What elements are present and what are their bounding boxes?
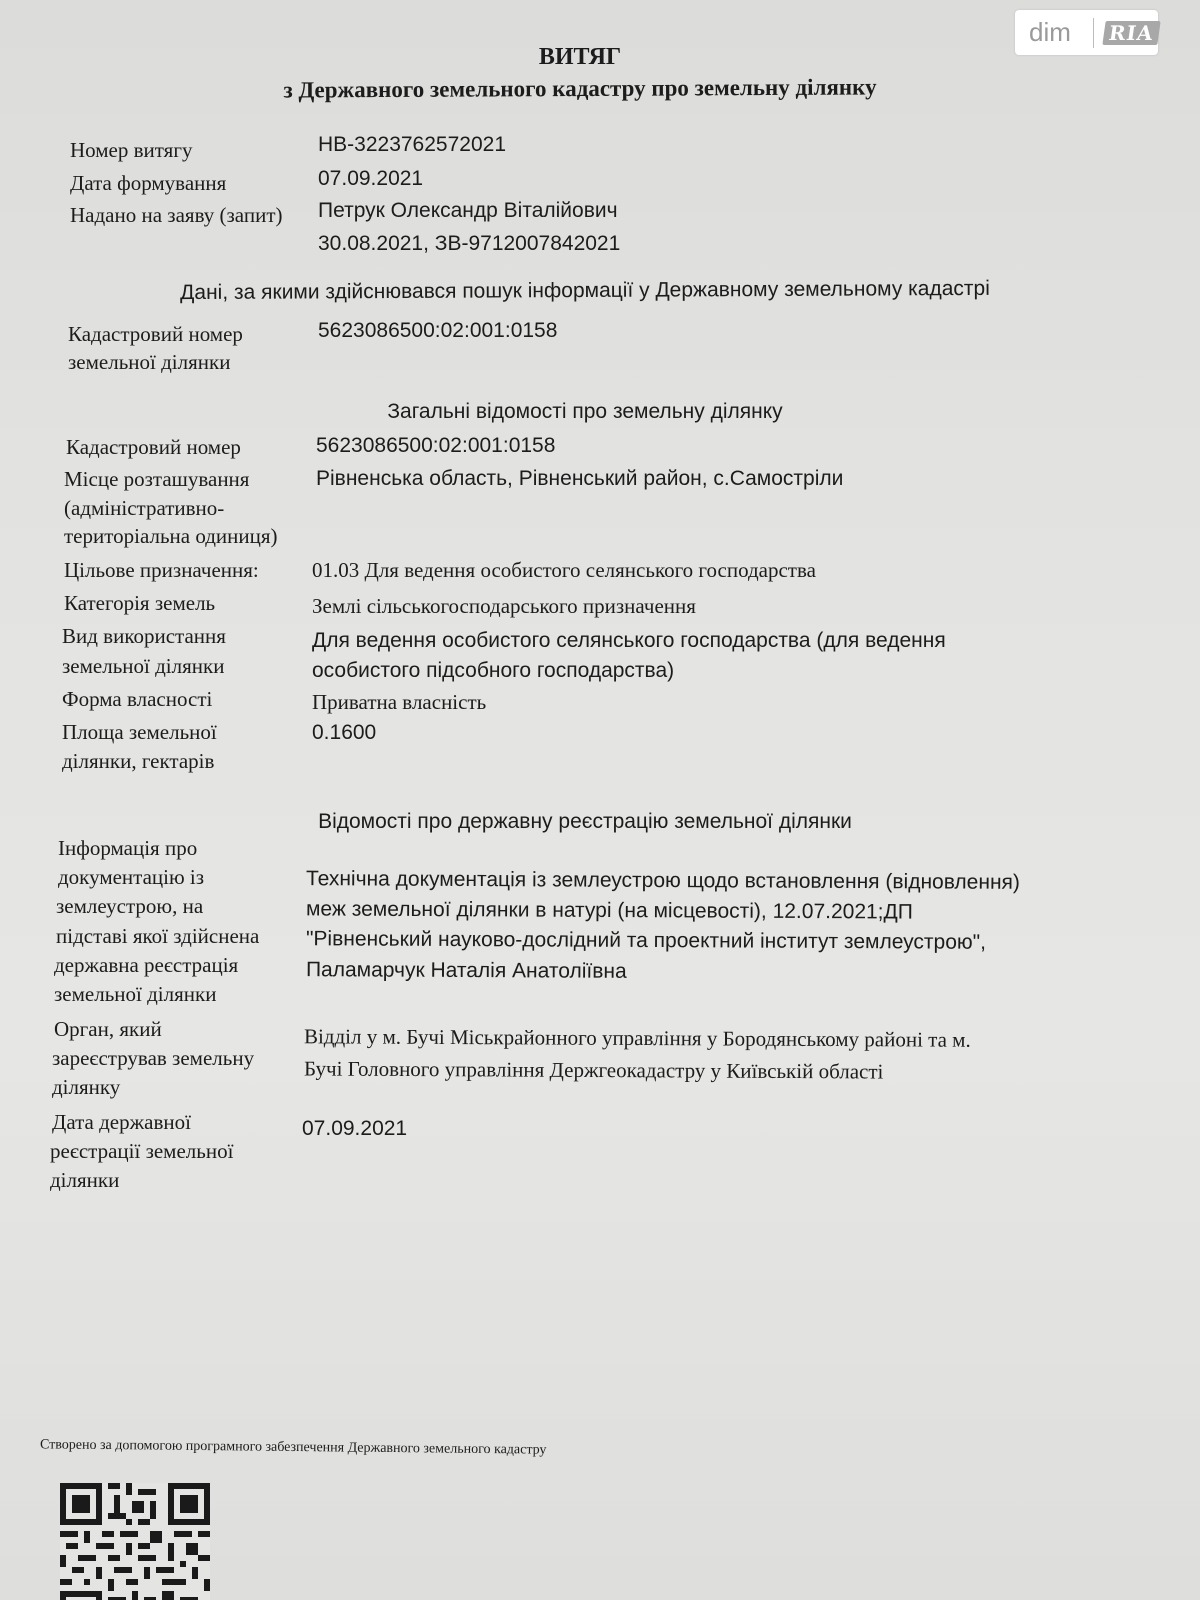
location-label-2: (адміністративно- [64, 496, 225, 520]
authority-label-2: зареєстрував земельну [52, 1046, 255, 1070]
watermark-ria-text: RIA [1102, 21, 1160, 45]
general-cadastral-value: 5623086500:02:001:0158 [316, 434, 556, 457]
usage-value-2: особистого підсобного господарства) [312, 659, 675, 682]
search-cadastral-label-2: земельної ділянки [68, 350, 231, 374]
request-label: Надано на заяву (запит) [70, 203, 283, 227]
area-label-2: ділянки, гектарів [62, 749, 215, 773]
request-date-number: 30.08.2021, ЗВ-9712007842021 [318, 232, 621, 255]
qr-code-icon [60, 1483, 210, 1600]
docs-label-1: Інформація про [58, 836, 198, 860]
docs-value-2: меж земельної ділянки в натурі (на місцевості), 12.07.2021;ДП [305, 897, 913, 924]
registration-section-heading: Відомості про державну реєстрацію земельної ділянки [318, 810, 852, 833]
purpose-label: Цільове призначення: [64, 558, 259, 582]
docs-label-2: документацію із [58, 865, 205, 889]
authority-label-3: ділянку [52, 1075, 121, 1099]
request-applicant: Петрук Олександр Віталійович [318, 199, 618, 222]
footer-note: Створено за допомогою програмного забезпечення Державного земельного кадастру [39, 1437, 547, 1458]
extract-number-value: НВ-3223762572021 [318, 133, 506, 156]
search-cadastral-value: 5623086500:02:001:0158 [318, 319, 558, 342]
purpose-value: 01.03 Для ведення особистого селянського господарства [312, 558, 816, 582]
usage-label-1: Вид використання [62, 624, 226, 648]
category-value: Землі сільськогосподарського призначення [312, 594, 696, 618]
usage-value-1: Для ведення особистого селянського господарства (для ведення [312, 629, 946, 652]
docs-label-4: підставі якої здійснена [56, 924, 260, 948]
location-label-1: Місце розташування [64, 467, 250, 491]
authority-value-1: Відділ у м. Бучі Міськрайонного управління у Бородянському районі та м. [303, 1024, 971, 1052]
reg-date-label-3: ділянки [50, 1168, 120, 1192]
authority-value-2: Бучі Головного управління Держгеокадастру у Київській області [303, 1056, 884, 1084]
reg-date-label-2: реєстрації земельної [50, 1139, 234, 1163]
ownership-label: Форма власності [62, 687, 213, 711]
docs-label-6: земельної ділянки [54, 982, 217, 1006]
general-section-heading: Загальні відомості про земельну ділянку [387, 400, 783, 423]
authority-label-1: Орган, який [54, 1017, 162, 1041]
ownership-value: Приватна власність [312, 690, 487, 714]
docs-label-3: землеустрою, на [56, 894, 204, 918]
formation-date-label: Дата формування [70, 171, 227, 195]
general-cadastral-label: Кадастровий номер [66, 435, 241, 459]
docs-label-5: державна реєстрація [54, 953, 239, 977]
location-label-3: територіальна одиниця) [64, 524, 278, 548]
usage-label-2: земельної ділянки [62, 654, 225, 678]
category-label: Категорія земель [64, 591, 216, 615]
area-label-1: Площа земельної [62, 720, 217, 744]
extract-number-label: Номер витягу [70, 138, 193, 162]
docs-value-1: Технічна документація із землеустрою щодо встановлення (відновлення) [305, 867, 1021, 894]
location-value: Рівненська область, Рівненський район, с.Самостріли [316, 467, 844, 490]
reg-date-value: 07.09.2021 [302, 1117, 408, 1140]
docs-value-4: Паламарчук Наталія Анатоліївна [305, 958, 627, 983]
search-section-heading: Дані, за якими здійснювався пошук інформації у Державному земельному кадастрі [180, 276, 990, 305]
area-value: 0.1600 [312, 721, 377, 744]
reg-date-label-1: Дата державної [52, 1110, 191, 1134]
watermark-separator [1093, 18, 1094, 48]
search-cadastral-label-1: Кадастровий номер [68, 322, 243, 346]
docs-value-3: "Рівненський науково-дослідний та проектний інститут землеустрою", [305, 927, 987, 954]
formation-date-value: 07.09.2021 [318, 167, 424, 190]
watermark-dim-text: dim [1029, 17, 1071, 47]
document-subtitle: з Державного земельного кадастру про земельну ділянку [283, 74, 877, 103]
document-title: ВИТЯГ [538, 44, 622, 70]
